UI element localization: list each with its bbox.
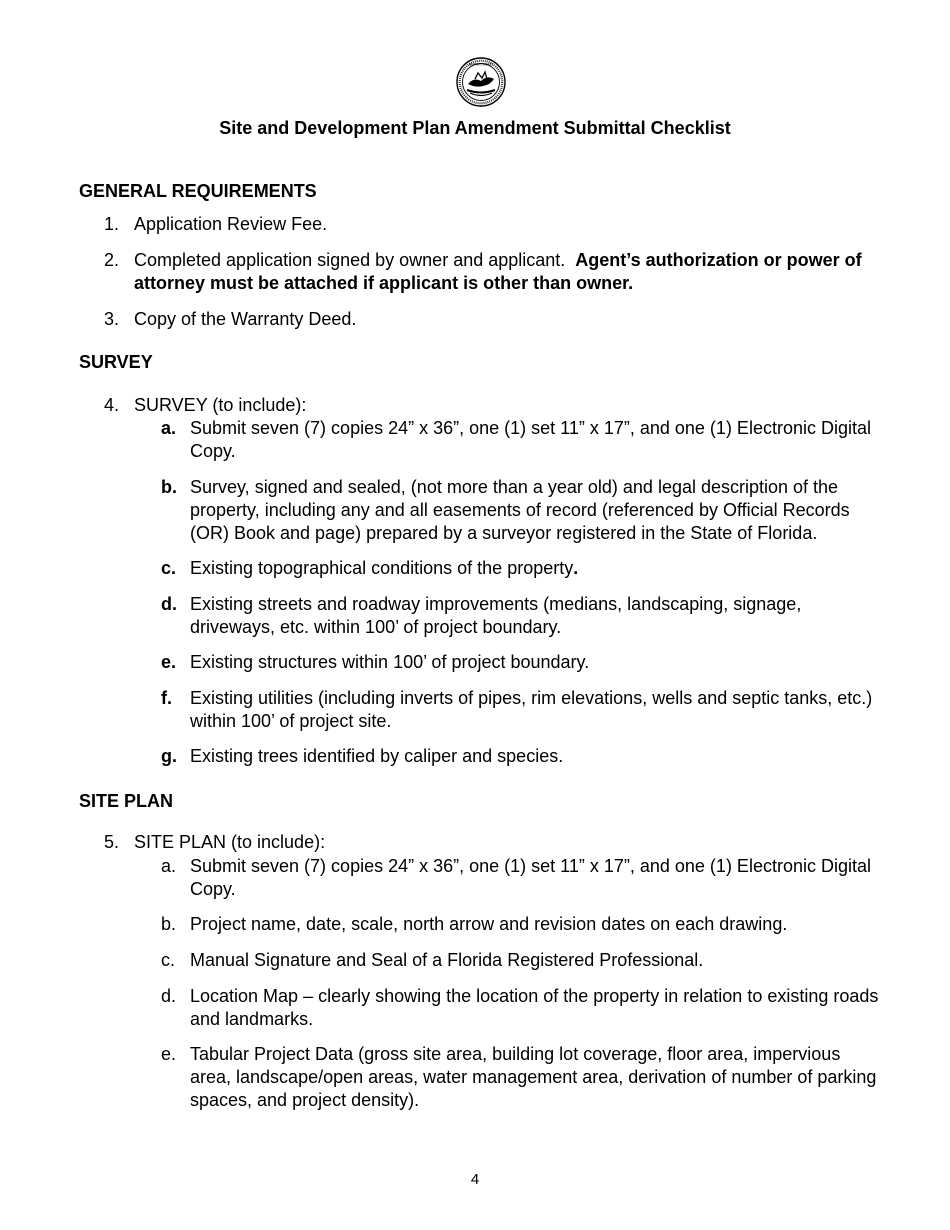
item-number: 3. (104, 309, 120, 329)
subitem-text: Existing trees identified by caliper and species. (190, 746, 564, 766)
item-text-regular: Completed application signed by owner and applicant. (134, 250, 576, 270)
subitem-letter: a. (161, 418, 177, 438)
subitem-text-regular: Existing topographical conditions of the property (190, 558, 574, 578)
subitem-letter: a. (161, 856, 177, 876)
subitem-letter: b. (161, 477, 177, 497)
svg-text:DEPARTMENT: DEPARTMENT (468, 62, 494, 67)
item-text (134, 249, 874, 295)
item-text: SITE PLAN (to include): (134, 832, 326, 852)
subitem-text: Survey, signed and sealed, (not more than a year old) and legal description of the property, including any and all easements of record (referenced by Official Records (OR) Book and page) prepared by a surveyor registered in the State of Florida. (190, 477, 850, 543)
item-text: SURVEY (to include): (134, 395, 307, 415)
subitem-text (190, 557, 880, 580)
department-seal-logo (456, 57, 506, 107)
subitem-text: Tabular Project Data (gross site area, building lot coverage, floor area, impervious area, landscape/open areas, water management area, derivation of number of parking spaces, and project density). (190, 1044, 877, 1110)
subitem-letter: e. (161, 652, 177, 672)
item-number: 5. (104, 832, 120, 852)
item-number: 2. (104, 250, 120, 270)
subitem-text: Submit seven (7) copies 24” x 36”, one (1) set 11” x 17”, and one (1) Electronic Digital Copy. (190, 418, 871, 461)
subitem-text: Existing streets and roadway improvements (medians, landscaping, signage, driveways, etc. within 100’ of project boundary. (190, 594, 802, 637)
subitem-letter: d. (161, 986, 177, 1006)
item-text: Application Review Fee. (134, 214, 328, 234)
subitem-text: Existing structures within 100’ of project boundary. (190, 652, 590, 672)
subitem-text: Location Map – clearly showing the location of the property in relation to existing roads and landmarks. (190, 986, 879, 1029)
subitem-text: Manual Signature and Seal of a Florida Registered Professional. (190, 950, 704, 970)
subitem-text: Submit seven (7) copies 24” x 36”, one (1) set 11” x 17”, and one (1) Electronic Digital Copy. (190, 856, 871, 899)
item-number: 4. (104, 395, 120, 415)
subitem-text: Project name, date, scale, north arrow and revision dates on each drawing. (190, 914, 788, 934)
general-requirements-heading: GENERAL REQUIREMENTS (79, 181, 317, 201)
subitem-letter: c. (161, 950, 176, 970)
subitem-text-bold-period: . (573, 558, 579, 578)
item-text-bold: Agent’s authorization or power of attorney must be attached if applicant is other than owner. (134, 250, 862, 293)
page-number: 4 (470, 1171, 480, 1188)
subitem-letter: e. (161, 1044, 177, 1064)
item-text: Copy of the Warranty Deed. (134, 309, 357, 329)
subitem-letter: b. (161, 914, 177, 934)
subitem-letter: f. (161, 688, 172, 708)
subitem-text: Existing utilities (including inverts of pipes, rim elevations, wells and septic tanks, etc.) within 100’ of project site. (190, 688, 873, 731)
subitem-letter: g. (161, 746, 177, 766)
page-title: Site and Development Plan Amendment Submittal Checklist (219, 118, 731, 138)
site-plan-heading: SITE PLAN (79, 791, 174, 811)
survey-heading: SURVEY (79, 352, 153, 372)
subitem-letter: c. (161, 558, 177, 578)
item-number: 1. (104, 214, 120, 234)
subitem-letter: d. (161, 594, 177, 614)
